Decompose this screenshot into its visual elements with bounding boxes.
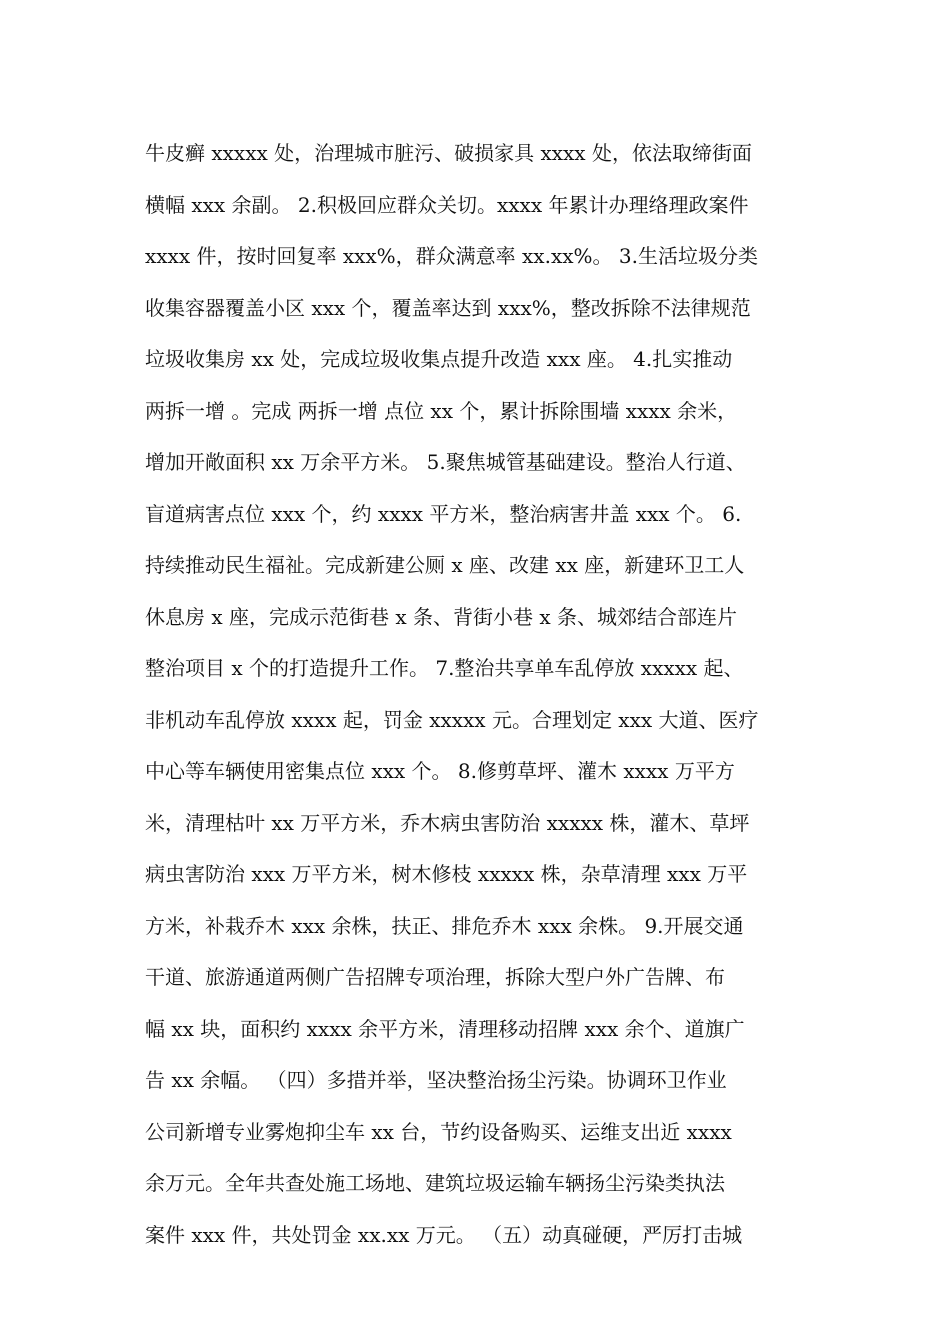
text-line: 收集容器覆盖小区 xxx 个，覆盖率达到 xxx%，整改拆除不法律规范 [145, 295, 751, 320]
text-line: 整治项目 x 个的打造提升工作。 7.整治共享单车乱停放 xxxxx 起、 [145, 656, 744, 680]
text-line: 中心等车辆使用密集点位 xxx 个。 8.修剪草坪、灌木 xxxx 万平方 [145, 759, 735, 783]
text-line: 非机动车乱停放 xxxx 起，罚金 xxxxx 元。合理划定 xxx 大道、医疗 [145, 707, 759, 732]
text-line: 横幅 xxx 余副。 2.积极回应群众关切。xxxx 年累计办理络理政案件 [145, 192, 749, 217]
text-line: 米，清理枯叶 xx 万平方米，乔木病虫害防治 xxxxx 株，灌木、草坪 [145, 810, 750, 835]
text-line: 幅 xx 块，面积约 xxxx 余平方米，清理移动招牌 xxx 余个、道旗广 [145, 1016, 745, 1041]
text-line: 两拆一增 。完成 两拆一增 点位 xx 个，累计拆除围墙 xxxx 余米， [145, 398, 738, 423]
text-line: 案件 xxx 件，共处罚金 xx.xx 万元。 （五）动真碰硬，严厉打击城 [145, 1222, 743, 1247]
text-line: 持续推动民生福祉。完成新建公厕 x 座、改建 xx 座，新建环卫工人 [145, 553, 745, 577]
text-line: 盲道病害点位 xxx 个，约 xxxx 平方米，整治病害井盖 xxx 个。 6. [145, 501, 742, 526]
text-line: 公司新增专业雾炮抑尘车 xx 台，节约设备购买、运维支出近 xxxx [145, 1119, 732, 1144]
text-line: 休息房 x 座，完成示范街巷 x 条、背街小巷 x 条、城郊结合部连片 [145, 604, 737, 629]
body-text [145, 131, 825, 1264]
text-line: 牛皮癣 xxxxx 处，治理城市脏污、破损家具 xxxx 处，依法取缔街面 [145, 141, 752, 165]
text-line: 告 xx 余幅。 （四）多措并举，坚决整治扬尘污染。协调环卫作业 [145, 1068, 727, 1092]
text-line: 垃圾收集房 xx 处，完成垃圾收集点提升改造 xxx 座。 4.扎实推动 [145, 347, 733, 371]
text-line: 干道、旅游通道两侧广告招牌专项治理，拆除大型户外广告牌、布 [145, 965, 725, 989]
text-line: 增加开敞面积 xx 万余平方米。 5.聚焦城管基础建设。整治人行道、 [145, 450, 746, 474]
text-line: 病虫害防治 xxx 万平方米，树木修枝 xxxxx 株，杂草清理 xxx 万平 [145, 862, 748, 886]
text-line: xxxx 件，按时回复率 xxx%，群众满意率 xx.xx%。 3.生活垃圾分类 [145, 244, 758, 268]
text-line: 余万元。全年共查处施工场地、建筑垃圾运输车辆扬尘污染类执法 [145, 1171, 725, 1195]
text-line: 方米，补栽乔木 xxx 余株，扶正、排危乔木 xxx 余株。 9.开展交通 [145, 913, 744, 938]
